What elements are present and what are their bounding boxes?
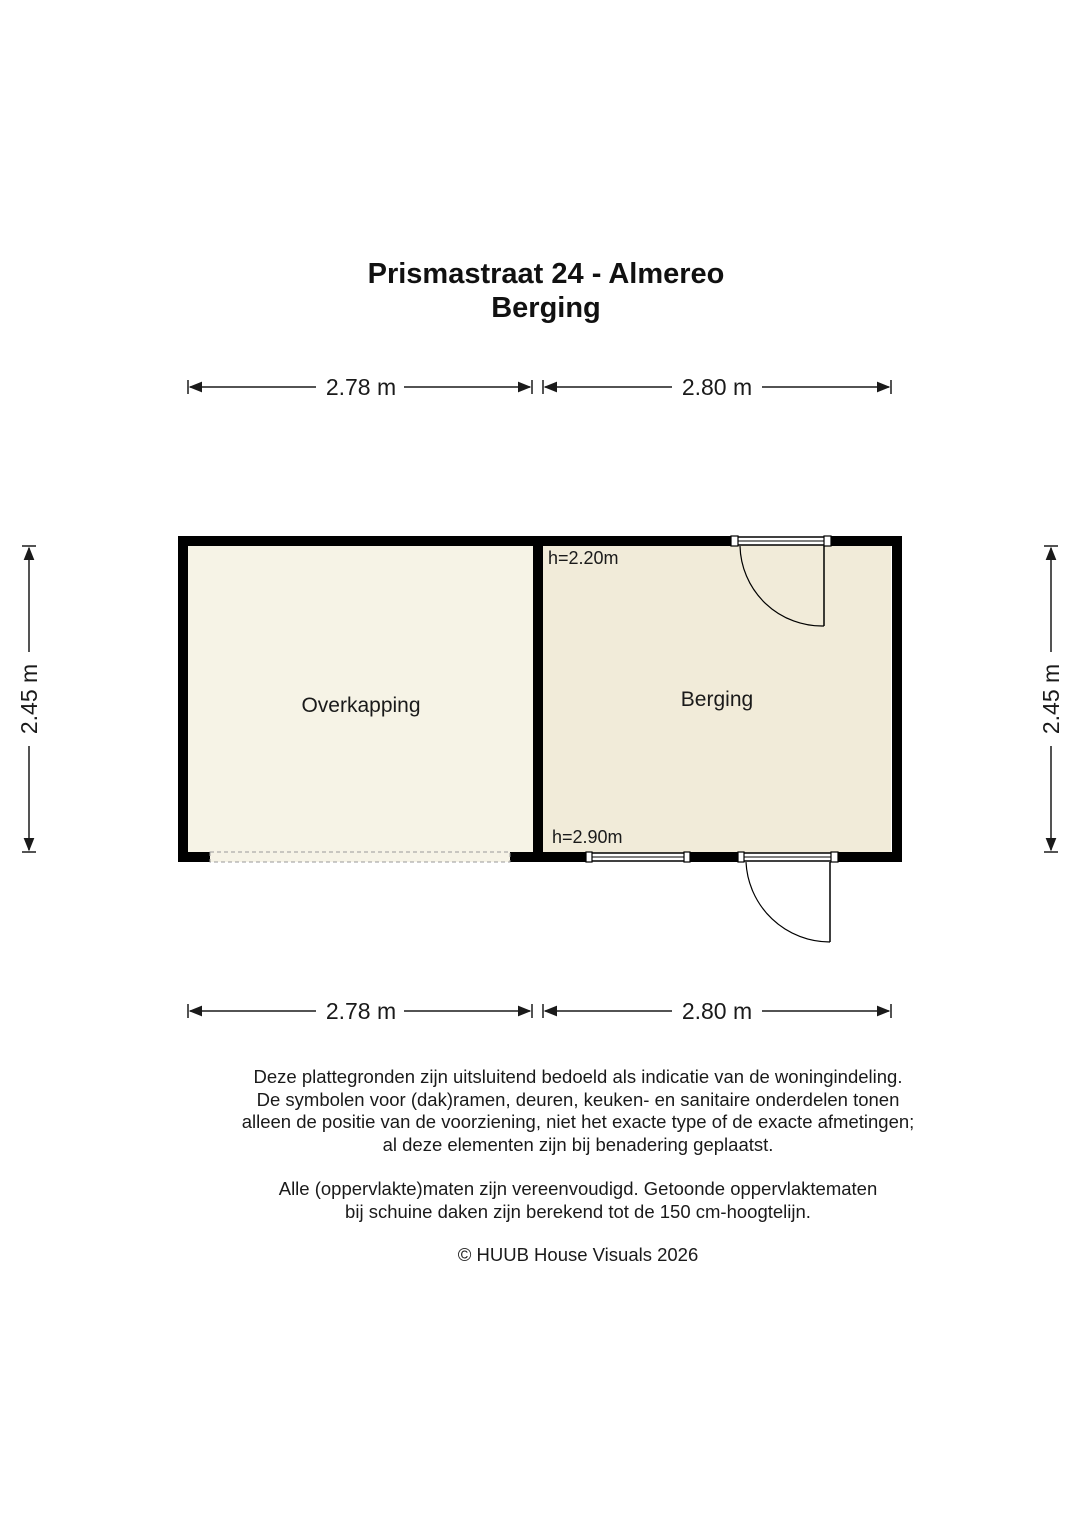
page-title: Prismastraat 24 - Almereo <box>367 258 725 290</box>
dimension-bottom-right <box>543 998 891 1024</box>
window-bottom <box>586 852 690 862</box>
dimension-label: 2.80 m <box>681 374 753 400</box>
dimension-label: 2.45 m <box>1038 663 1064 735</box>
disclaimer-line: al deze elementen zijn bij benadering geplaatst. <box>382 1133 774 1155</box>
dimension-label: 2.45 m <box>16 663 42 735</box>
room-label-overkapping: Overkapping <box>301 694 421 717</box>
dimension-left <box>16 546 42 852</box>
page-subtitle: Berging <box>491 292 601 324</box>
height-label-bottom: h=2.90m <box>552 827 623 847</box>
open-front-line <box>210 852 510 862</box>
room-label-berging: Berging <box>680 688 754 711</box>
dimension-bottom-left <box>188 998 532 1024</box>
disclaimer-line: De symbolen voor (dak)ramen, deuren, keuken- en sanitaire onderdelen tonen <box>256 1088 900 1110</box>
disclaimer-paragraph-2 <box>0 1178 1080 1223</box>
disclaimer-line: bij schuine daken zijn berekend tot de 150 cm-hoogtelijn. <box>345 1200 811 1222</box>
dimension-label: 2.78 m <box>325 998 397 1024</box>
door-bottom <box>738 852 838 942</box>
copyright-text: © HUUB House Visuals 2026 <box>457 1244 699 1265</box>
dimension-top-right <box>543 374 891 400</box>
dimension-top-left <box>188 374 532 400</box>
height-label-top: h=2.20m <box>548 548 619 568</box>
disclaimer-paragraph-1 <box>0 1066 1080 1156</box>
disclaimer-line: alleen de positie van de voorziening, niet het exacte type of de exacte afmetingen; <box>241 1111 915 1132</box>
disclaimer-line: Alle (oppervlakte)maten zijn vereenvoudigd. Getoonde oppervlaktematen <box>278 1178 878 1199</box>
dimension-right <box>1038 546 1064 852</box>
dimension-label: 2.80 m <box>681 998 753 1024</box>
disclaimer-line: Deze plattegronden zijn uitsluitend bedoeld als indicatie van de woningindeling. <box>253 1066 903 1087</box>
dimension-label: 2.78 m <box>325 374 397 400</box>
